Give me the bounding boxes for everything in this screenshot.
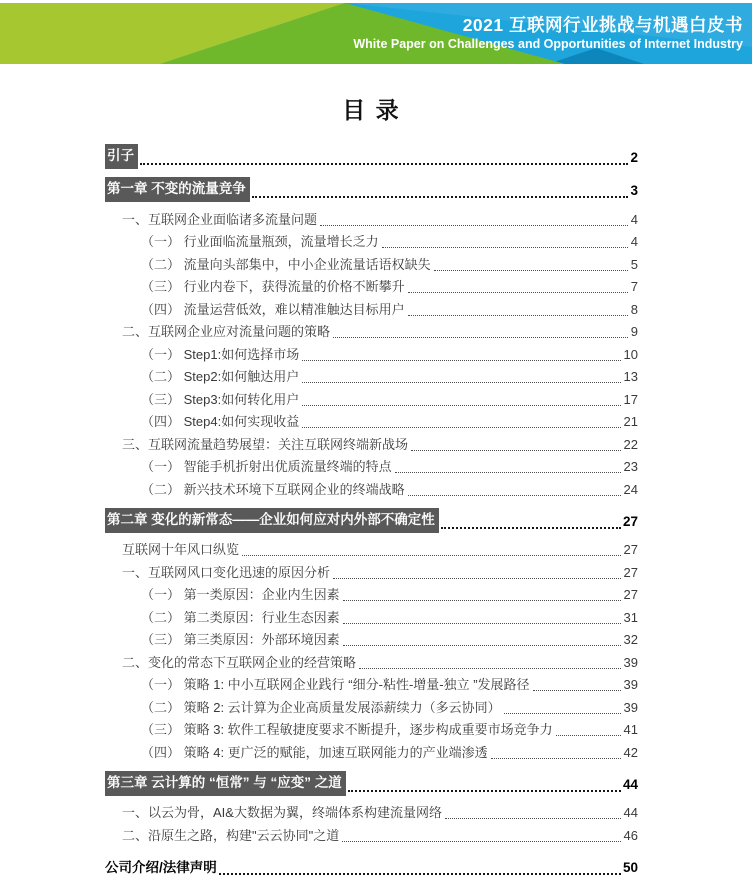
toc-entry-label: （二） Step2:如何触达用户 bbox=[141, 369, 300, 384]
leader-dots bbox=[302, 382, 620, 383]
toc-entry[interactable] bbox=[105, 320, 638, 343]
page-number: 10 bbox=[623, 346, 638, 362]
toc-entry-label: 第一章 不变的流量竞争 bbox=[105, 177, 250, 202]
leader-dots bbox=[302, 427, 620, 428]
page-number: 46 bbox=[623, 827, 638, 843]
page-number: 22 bbox=[623, 436, 638, 452]
page-number: 21 bbox=[623, 414, 638, 429]
leader-dots bbox=[302, 360, 620, 361]
page-number: 7 bbox=[630, 279, 638, 294]
toc-entry[interactable] bbox=[105, 387, 638, 410]
toc-entry[interactable] bbox=[105, 583, 638, 606]
toc-entry[interactable] bbox=[105, 477, 638, 500]
toc-entry-label: （四） 策略 4: 更广泛的赋能，加速互联网能力的产业端渗透 bbox=[141, 744, 488, 760]
page-number: 9 bbox=[630, 324, 638, 339]
leader-dots bbox=[395, 472, 621, 473]
toc-entry-label: 二、沿原生之路，构建"云云协同"之道 bbox=[122, 827, 340, 843]
page-number: 44 bbox=[622, 776, 638, 792]
toc-entry-label: （一） 行业面临流量瓶颈，流量增长乏力 bbox=[141, 234, 379, 249]
toc-entry-label: 互联网十年风口纵览 bbox=[122, 542, 240, 557]
toc-entry-label: 一、以云为骨，AI&大数据为翼，终端体系构建流量网络 bbox=[122, 805, 442, 820]
toc-entry-label: 二、互联网企业应对流量问题的策略 bbox=[122, 324, 331, 339]
leader-dots bbox=[411, 450, 621, 451]
toc-entry[interactable] bbox=[105, 695, 638, 718]
leader-dots bbox=[408, 315, 628, 316]
leader-dots bbox=[491, 758, 621, 759]
toc-entry-label: （三） 策略 3: 软件工程敏捷度要求不断提升，逐步构成重要市场竞争力 bbox=[141, 722, 553, 737]
banner-graphic bbox=[0, 3, 752, 64]
page-number: 32 bbox=[623, 632, 638, 647]
toc-entry[interactable] bbox=[105, 432, 638, 455]
leader-dots bbox=[242, 555, 621, 556]
toc-title: 目 录 bbox=[342, 97, 401, 123]
page-number: 2 bbox=[630, 150, 638, 165]
toc-entry[interactable] bbox=[105, 740, 638, 763]
leader-dots bbox=[342, 841, 620, 842]
leader-dots bbox=[408, 495, 621, 496]
toc-entry-label: （二） 第二类原因：行业生态因素 bbox=[141, 609, 340, 625]
toc-entry[interactable] bbox=[105, 207, 638, 230]
leader-dots bbox=[140, 163, 628, 165]
toc-entry-label: （四） 流量运营低效，难以精准触达目标用户 bbox=[141, 301, 405, 317]
leader-dots bbox=[556, 735, 621, 736]
page-number: 24 bbox=[623, 481, 638, 497]
toc-entry-label: （二） 流量向头部集中，中小企业流量话语权缺失 bbox=[141, 256, 431, 272]
leader-dots bbox=[504, 713, 621, 714]
page-number: 8 bbox=[630, 301, 638, 317]
toc-entry-label: 二、变化的常态下互联网企业的经营策略 bbox=[122, 654, 357, 670]
leader-dots bbox=[348, 790, 621, 792]
toc-entry[interactable] bbox=[105, 410, 638, 433]
toc-entry[interactable] bbox=[105, 252, 638, 275]
leader-dots bbox=[445, 818, 621, 819]
toc-entry[interactable] bbox=[105, 823, 638, 846]
page-number: 27 bbox=[622, 513, 638, 529]
toc-entry[interactable] bbox=[105, 275, 638, 298]
toc-entry-label: 一、互联网风口变化迅速的原因分析 bbox=[122, 564, 331, 580]
leader-dots bbox=[533, 690, 621, 691]
toc-entry[interactable] bbox=[105, 718, 638, 741]
page-number: 13 bbox=[623, 369, 638, 384]
page-number: 42 bbox=[623, 744, 638, 760]
whitepaper-title-en: White Paper on Challenges and Opportunities of Internet Industry bbox=[353, 37, 743, 52]
page-number: 41 bbox=[623, 722, 638, 737]
page-number: 39 bbox=[623, 677, 638, 692]
toc-entry-label: 三、互联网流量趋势展望：关注互联网终端新战场 bbox=[122, 436, 409, 452]
toc-entry[interactable] bbox=[105, 673, 638, 696]
toc-entry-label: （一） Step1:如何选择市场 bbox=[141, 346, 300, 362]
toc-entry[interactable] bbox=[105, 365, 638, 388]
leader-dots bbox=[333, 337, 628, 338]
toc-entry[interactable] bbox=[105, 297, 638, 320]
toc-entry-label: （三） Step3:如何转化用户 bbox=[141, 391, 300, 407]
toc-entry[interactable] bbox=[105, 801, 638, 824]
leader-dots bbox=[302, 405, 620, 406]
toc-entry[interactable] bbox=[105, 628, 638, 651]
toc-entry-list bbox=[105, 145, 638, 879]
toc-entry-label: 第二章 变化的新常态——企业如何应对内外部不确定性 bbox=[105, 508, 439, 533]
page-number: 27 bbox=[623, 542, 638, 557]
leader-dots bbox=[343, 645, 621, 646]
page-number: 50 bbox=[622, 859, 638, 875]
page-number: 4 bbox=[630, 211, 638, 227]
toc-entry-label: 一、互联网企业面临诸多流量问题 bbox=[122, 211, 318, 227]
leader-dots bbox=[320, 225, 628, 226]
leader-dots bbox=[343, 600, 621, 601]
page-number: 17 bbox=[623, 391, 638, 407]
banner-titles bbox=[183, 3, 743, 64]
whitepaper-title-cn: 2021 互联网行业挑战与机遇白皮书 bbox=[462, 15, 743, 36]
toc-entry-label: （一） 智能手机折射出优质流量终端的特点 bbox=[141, 459, 392, 474]
page-number: 31 bbox=[623, 609, 638, 625]
toc-entry[interactable] bbox=[105, 605, 638, 628]
toc-entry[interactable] bbox=[105, 145, 638, 169]
toc-entry-label: （三） 行业内卷下，获得流量的价格不断攀升 bbox=[141, 279, 405, 294]
page-number: 3 bbox=[630, 183, 638, 198]
page-number: 5 bbox=[630, 256, 638, 272]
page-number: 4 bbox=[630, 234, 638, 249]
toc-entry-label: （四） Step4:如何实现收益 bbox=[141, 414, 300, 429]
leader-dots bbox=[343, 623, 621, 624]
page-number: 23 bbox=[623, 459, 638, 474]
page-number: 27 bbox=[623, 564, 638, 580]
page-number: 44 bbox=[623, 805, 638, 820]
toc-entry[interactable] bbox=[105, 178, 638, 202]
leader-dots bbox=[252, 196, 629, 198]
toc-entry[interactable] bbox=[105, 455, 638, 478]
toc-entry[interactable] bbox=[105, 855, 638, 879]
toc-entry[interactable] bbox=[105, 509, 638, 533]
toc-entry-label: 公司介绍/法律声明 bbox=[105, 859, 217, 875]
page-number: 39 bbox=[623, 654, 638, 670]
toc-entry-label: （一） 第一类原因：企业内生因素 bbox=[141, 587, 340, 602]
leader-dots bbox=[441, 527, 621, 529]
leader-dots bbox=[333, 578, 621, 579]
toc-entry[interactable] bbox=[105, 560, 638, 583]
leader-dots bbox=[434, 270, 628, 271]
page-number: 27 bbox=[623, 587, 638, 602]
leader-dots bbox=[408, 292, 628, 293]
toc-entry[interactable] bbox=[105, 772, 638, 796]
page-number: 39 bbox=[623, 699, 638, 715]
leader-dots bbox=[382, 247, 628, 248]
toc-entry-label: （一） 策略 1: 中小互联网企业践行 “细分-粘性-增量-独立 ”发展路径 bbox=[141, 677, 530, 692]
table-of-contents bbox=[105, 66, 638, 884]
toc-entry[interactable] bbox=[105, 342, 638, 365]
banner-header bbox=[0, 0, 752, 66]
toc-entry-label: 引子 bbox=[105, 144, 138, 169]
toc-entry[interactable] bbox=[105, 230, 638, 253]
toc-entry-label: （二） 策略 2: 云计算为企业高质量发展添薪续力（多云协同） bbox=[141, 699, 501, 715]
leader-dots bbox=[359, 668, 621, 669]
toc-entry[interactable] bbox=[105, 650, 638, 673]
leader-dots bbox=[219, 873, 621, 875]
toc-entry-label: 第三章 云计算的 “恒常” 与 “应变” 之道 bbox=[105, 771, 346, 796]
toc-entry-label: （三） 第三类原因：外部环境因素 bbox=[141, 632, 340, 647]
toc-entry[interactable] bbox=[105, 538, 638, 561]
toc-entry-label: （二） 新兴技术环境下互联网企业的终端战略 bbox=[141, 481, 405, 497]
